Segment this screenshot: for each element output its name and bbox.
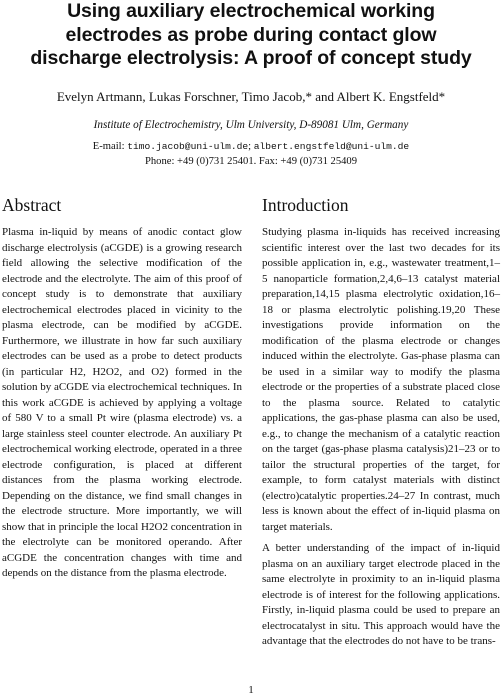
author-list: Evelyn Artmann, Lukas Forschner, Timo Jacob,* and Albert K. Engstfeld* bbox=[56, 89, 446, 104]
abstract-body: Plasma in-liquid by means of anodic contact glow discharge electrolysis (aCGDE) is a growing research field allowing the selective modification of the electrode and the electrolyte. The aim of this proof of concept study is to demonstrate that auxiliary electrochemical electrodes placed in vicinity to the plasma electrode, can be modified by aCGDE. Furthermore, we illustrate in how far such auxiliary electrodes can be used as a probe to detect products (in particular H2, H2O2, and O2) formed in the solution by aCGDE via electrochemical techniques. In this work aCGDE is achieved by applying a voltage of 580 V to a small Pt wire (plasma electrode) vs. a large stainless steel counter electrode. An auxiliary Pt electrochemical working electrode, operated in a three electrode configuration, is placed at different distances from the plasma working electrode. Depending on the distance, we find small changes in the electrode structure. More importantly, we will show that in principle the local H2O2 concentration in the electrolyte can be monitored operando. After aCGDE the concentration changes with time and depends on the distance from the plasma electrode. bbox=[2, 226, 242, 579]
introduction-paragraph-2: A better understanding of the impact of in-liquid plasma on an auxiliary target electrode placed in the same electrolyte in proximity to an in-liquid plasma electrode is of interest for the following applications. Firstly, in-liquid plasma could be used to prepare an electrocatalyst in situ. This approach would have the advantage that the electrodes do not have to be trans- bbox=[262, 542, 500, 647]
title-line-3: discharge electrolysis: A proof of concept study bbox=[30, 47, 472, 69]
contact-emails bbox=[0, 140, 502, 153]
title-line-1: Using auxiliary electrochemical working bbox=[67, 0, 435, 22]
email-label: E-mail: bbox=[92, 141, 125, 152]
introduction-column bbox=[262, 194, 500, 650]
email-link-engstfeld[interactable]: albert.engstfeld@uni-ulm.de bbox=[253, 141, 410, 152]
abstract-heading: Abstract bbox=[2, 195, 62, 215]
affiliation: Institute of Electrochemistry, Ulm University, D-89081 Ulm, Germany bbox=[93, 119, 409, 131]
abstract-column bbox=[2, 194, 242, 582]
page-number: 1 bbox=[248, 684, 254, 696]
email-link-jacob[interactable]: timo.jacob@uni-ulm.de bbox=[127, 141, 249, 152]
phone-fax: Phone: +49 (0)731 25401. Fax: +49 (0)731 25409 bbox=[144, 156, 358, 167]
introduction-paragraph-1: Studying plasma in-liquids has received increasing scientific interest over the last two decades for its possible application in, e.g., wastewater treatment,1–5 nanoparticle formation,2,4,6–13 catalyst material preparation,14,15 plasma electrolytic oxidation,16–18 or plasma electrolytic polishing.19,20 These investigations provide information on the modification of the plasma electrode or changes induced within the electrolyte. Gas-phase plasma can be used in a similar way to modify the plasma electrode or the properties of a substrate placed close to the plasma source. Related to catalytic applications, the gas-phase plasma can also be used, e.g., to change the mechanism of a catalytic reaction on the target (gas-phase plasma catalysis)21–23 or to tailor the structural properties of the target, for example, to form catalyst materials with distinct (electro)catalytic properties.24–27 In contrast, much less is known about the effect of in-liquid plasma on target materials. bbox=[262, 226, 500, 533]
title-line-2: electrodes as probe during contact glow bbox=[65, 23, 437, 46]
introduction-heading: Introduction bbox=[262, 195, 349, 215]
paper-title bbox=[18, 0, 484, 71]
email-separator: ; bbox=[248, 141, 252, 152]
